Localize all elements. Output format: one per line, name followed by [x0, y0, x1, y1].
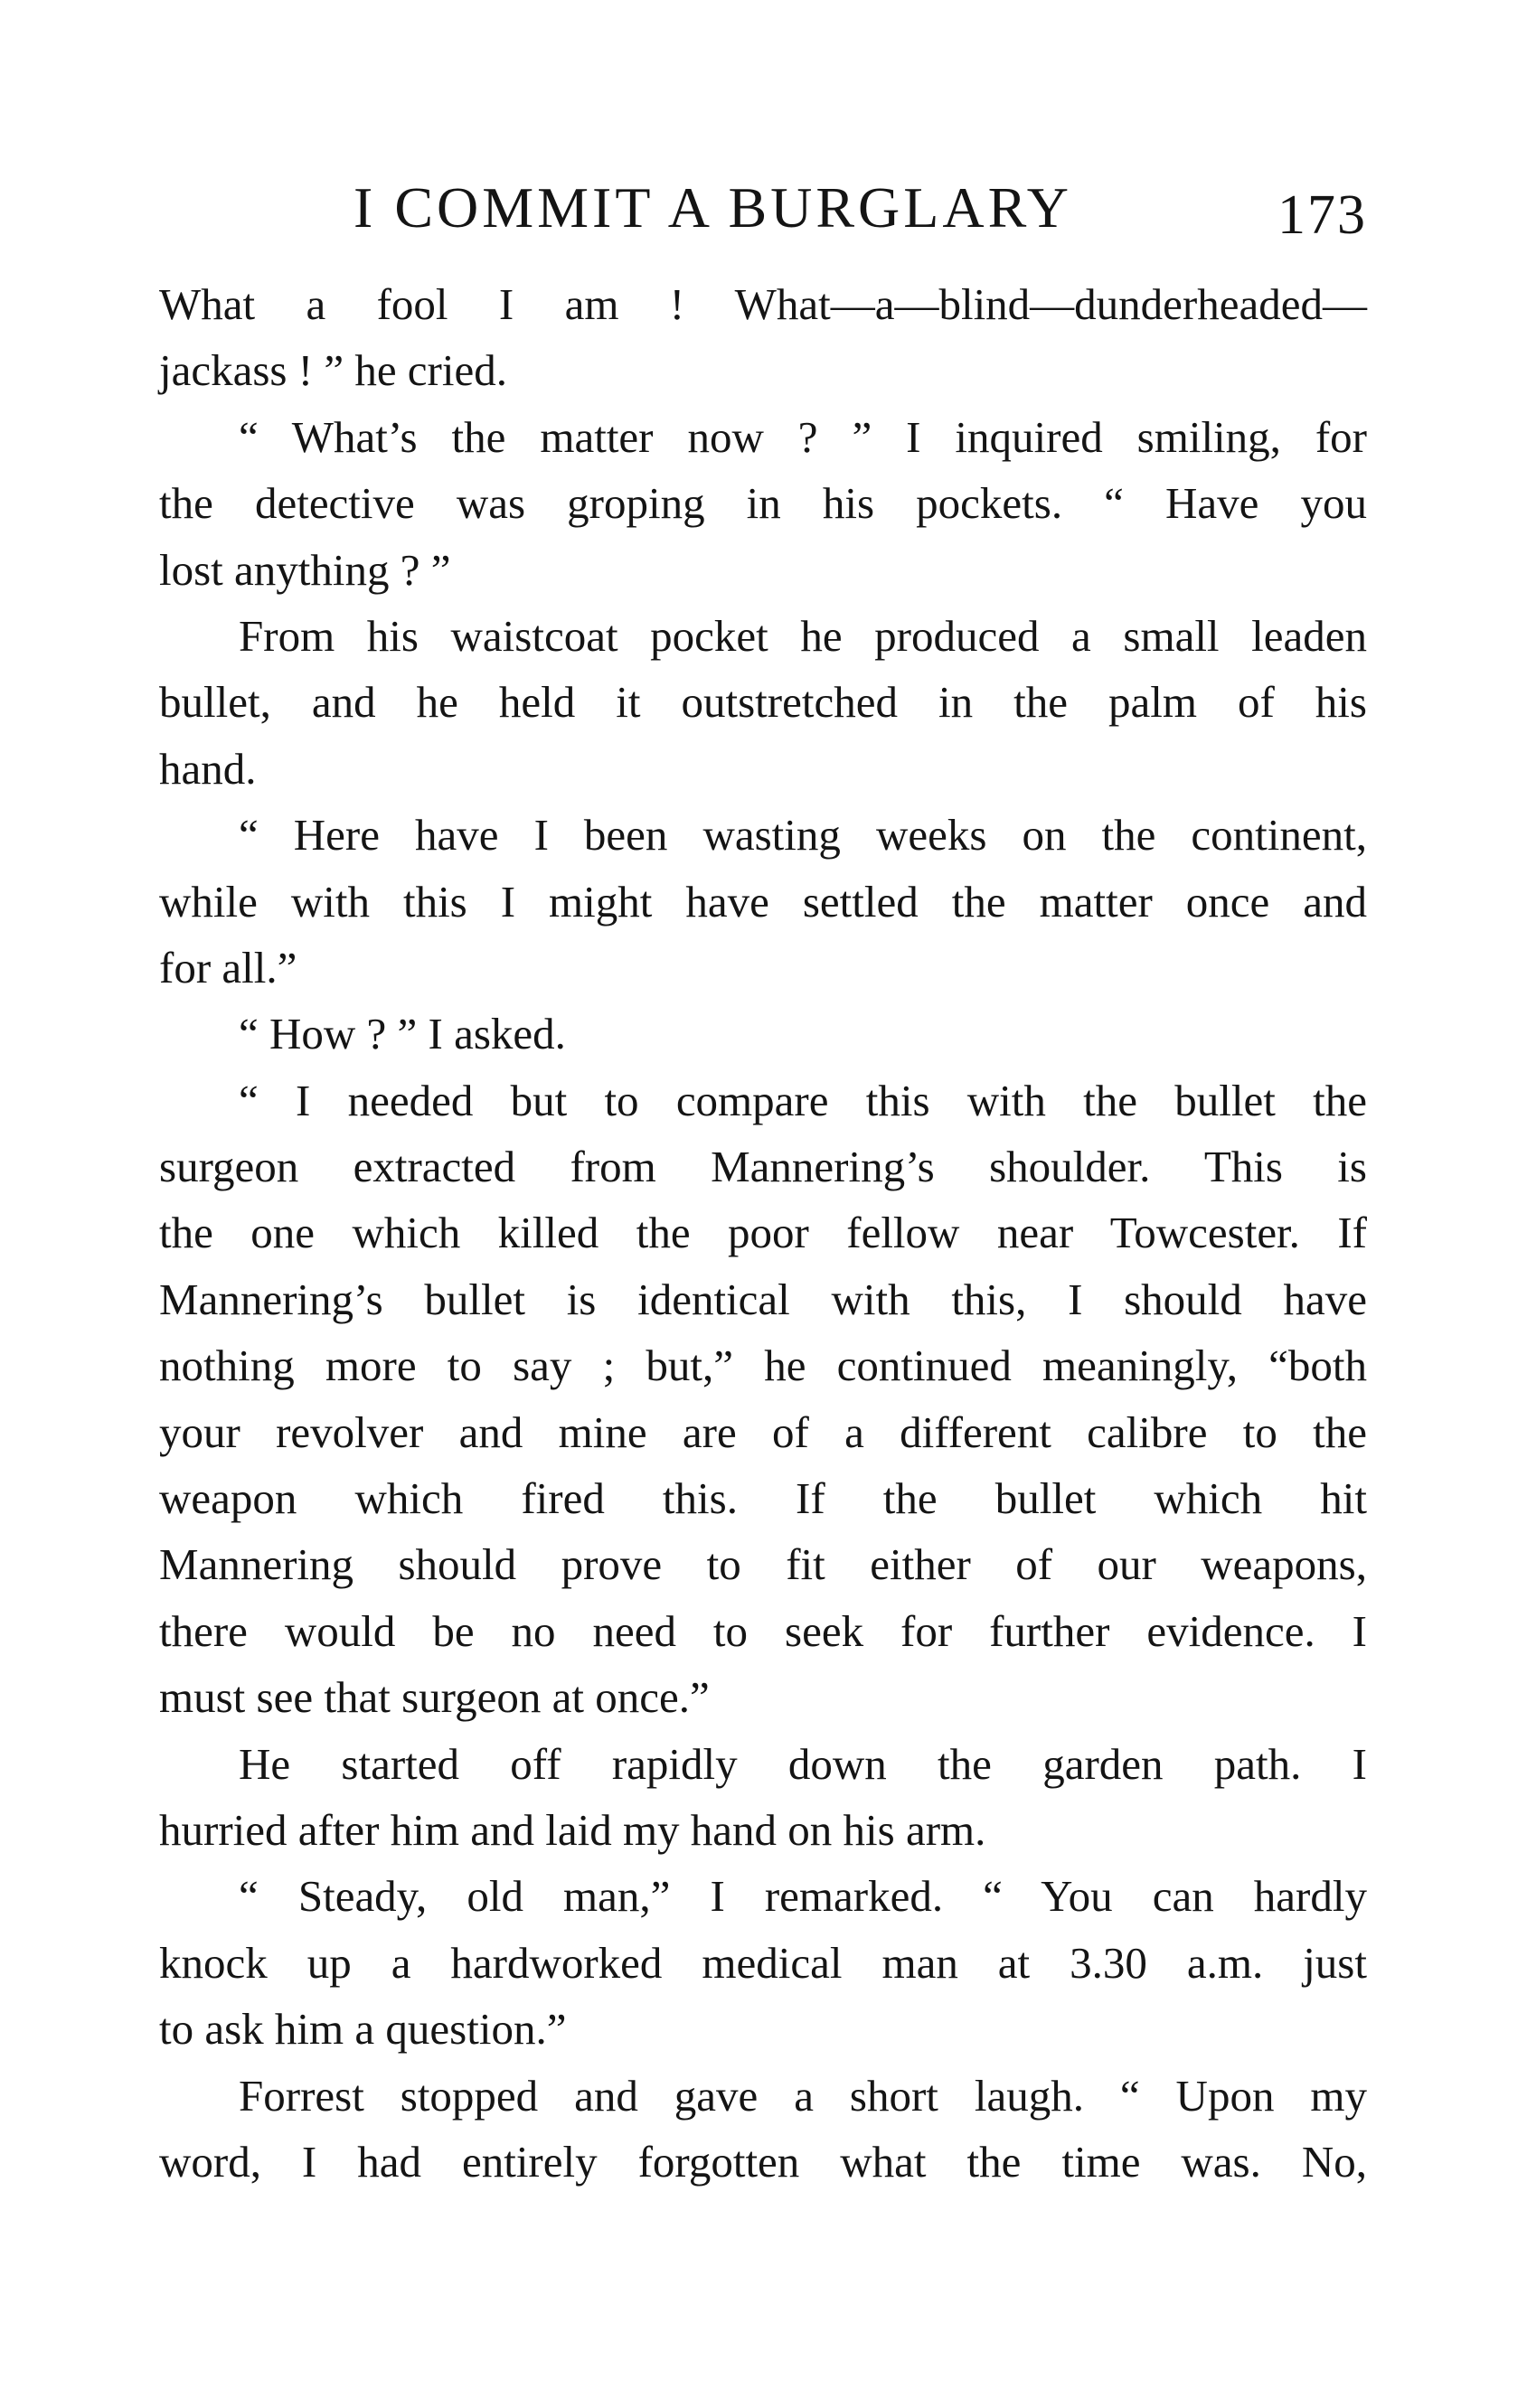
text-line: the one which killed the poor fellow near Towcester. If: [159, 1208, 1367, 1258]
text-line: the detective was groping in his pockets. “ Have you: [159, 478, 1367, 529]
text-line: Mannering should prove to fit either of our weapons,: [159, 1539, 1367, 1590]
text-line: while with this I might have settled the matter once and: [159, 876, 1367, 927]
text-line: Forrest stopped and gave a short laugh. “ Upon my: [239, 2070, 1367, 2121]
text-line: Mannering’s bullet is identical with this, I should have: [159, 1274, 1367, 1324]
text-line: to ask him a question.”: [159, 2004, 567, 2055]
text-line: hand.: [159, 743, 257, 794]
text-line: “ Here have I been wasting weeks on the continent,: [239, 810, 1367, 861]
text-line: jackass ! ” he cried.: [159, 345, 507, 396]
text-line: What a fool I am ! What—a—blind—dunderheaded—: [159, 279, 1367, 329]
text-line: bullet, and he held it outstretched in the palm of his: [159, 677, 1367, 728]
text-line: He started off rapidly down the garden path. I: [239, 1738, 1367, 1789]
text-line: must see that surgeon at once.”: [159, 1672, 710, 1723]
body-text: [159, 271, 1367, 2195]
text-line: nothing more to say ; but,” he continued meaningly, “both: [159, 1340, 1367, 1391]
text-line: lost anything ? ”: [159, 544, 451, 595]
text-line: for all.”: [159, 942, 297, 992]
page-number: 173: [1277, 184, 1367, 246]
text-line: your revolver and mine are of a different calibre to the: [159, 1406, 1367, 1457]
text-line: word, I had entirely forgotten what the time was. No,: [159, 2136, 1367, 2187]
text-line: hurried after him and laid my hand on his arm.: [159, 1804, 986, 1855]
text-line: “ How ? ” I asked.: [239, 1009, 566, 1059]
text-line: “ I needed but to compare this with the bullet the: [239, 1075, 1367, 1125]
chapter-title: I COMMIT A BURGLARY: [353, 175, 1072, 240]
text-line: “ Steady, old man,” I remarked. “ You can hardly: [239, 1871, 1367, 1922]
text-line: “ What’s the matter now ? ” I inquired smiling, for: [239, 411, 1367, 462]
text-line: there would be no need to seek for further evidence. I: [159, 1605, 1367, 1656]
text-line: knock up a hardworked medical man at 3.30 a.m. just: [159, 1937, 1367, 1988]
text-line: surgeon extracted from Mannering’s shoulder. This is: [159, 1142, 1367, 1192]
text-line: weapon which fired this. If the bullet which hit: [159, 1473, 1367, 1524]
running-head: [159, 172, 1367, 244]
text-line: From his waistcoat pocket he produced a small leaden: [239, 610, 1367, 661]
